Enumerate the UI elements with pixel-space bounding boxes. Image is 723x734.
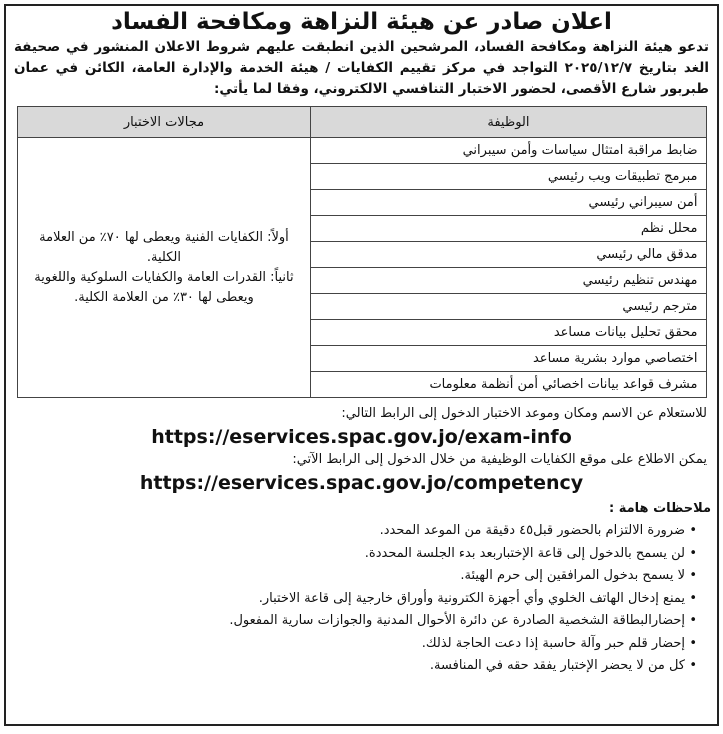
job-cell: محلل نظم [311,216,706,242]
table-header-row [17,107,706,138]
list-item [12,565,697,588]
note-text: يمنع إدخال الهاتف الخلوي وأي أجهزة الكترونية وأوراق خارجية إلى قاعة الاختبار. [258,590,685,606]
test-fields-cell [17,138,311,398]
exam-info-link[interactable]: https://eservices.spac.gov.jo/exam-info [151,426,572,448]
list-item [12,520,697,543]
job-cell: مدقق مالي رئيسي [311,242,706,268]
note-text: كل من لا يحضر الإختبار يفقد حقه في المنافسة. [429,658,685,673]
list-item [12,610,697,633]
test-field-second: ثانياً: القدرات العامة والكفايات السلوكية واللغوية ويعطى لها ٣٠٪ من العلامة الكلية. [34,269,294,305]
fields-column-header: مجالات الاختبار [17,107,311,138]
bullet-icon: • [689,613,697,628]
list-item [12,543,697,566]
note-text: إحضار قلم حبر وآلة حاسبة إذا دعت الحاجة لذلك. [421,635,685,651]
bullet-icon: • [689,568,697,583]
job-cell: مبرمج تطبيقات ويب رئيسي [311,164,706,190]
job-cell: محقق تحليل بيانات مساعد [311,320,706,346]
competency-text: يمكن الاطلاع على موقع الكفايات الوظيفية من خلال الدخول إلى الرابط الآتي: [292,452,707,467]
job-cell: مهندس تنظيم رئيسي [311,268,706,294]
job-column-header: الوظيفة [311,107,706,138]
announcement-page [4,4,719,726]
job-cell: ضابط مراقبة امتثال سياسات وأمن سيبراني [311,138,706,164]
note-text: إحضارالبطاقة الشخصية الصادرة عن دائرة الأحوال المدنية والجوازات سارية المفعول. [229,613,685,628]
bullet-icon: • [689,523,697,538]
test-field-first: أولاً: الكفايات الفنية ويعطى لها ٧٠٪ من العلامة الكلية. [39,229,289,265]
bullet-icon: • [689,545,697,561]
jobs-table [17,106,707,398]
note-text: ضرورة الالتزام بالحضور قبل٤٥ دقيقة من الموعد المحدد. [379,523,685,538]
list-item [12,655,697,678]
bullet-icon: • [689,658,697,673]
notes-title: ملاحظات هامة : [609,501,711,516]
note-text: لن يسمح بالدخول إلى قاعة الإختباربعد بدء الجلسة المحددة. [364,545,685,561]
job-cell: أمن سيبراني رئيسي [311,190,706,216]
bullet-icon: • [689,590,697,606]
announcement-intro: تدعو هيئة النزاهة ومكافحة الفساد، المرشحين الذين انطبقت عليهم شروط الاعلان المنشور في صحيفة الغد بتاريخ ٢٠٢٥/١٢/٧ التواجد في مركز تقييم الكفايات / هيئة الخدمة والإدارة العامة، الكائن في عمان طبربور شارع الأقصى، لحضور الاختبار التنافسي الالكتروني، وفقا لما يأتي: [14,39,709,97]
list-item [12,633,697,656]
table-row [17,138,706,164]
job-cell: مشرف قواعد بيانات اخصائي أمن أنظمة معلومات [311,372,706,398]
announcement-title: اعلان صادر عن هيئة النزاهة ومكافحة الفساد [111,9,612,35]
competency-link[interactable]: https://eservices.spac.gov.jo/competency [139,472,584,494]
bullet-icon: • [689,635,697,651]
job-cell: مترجم رئيسي [311,294,706,320]
inquiry-text: للاستعلام عن الاسم ومكان وموعد الاختبار الدخول إلى الرابط التالي: [341,406,707,421]
notes-list [12,520,711,678]
list-item [12,588,697,611]
job-cell: اختصاصي موارد بشرية مساعد [311,346,706,372]
note-text: لا يسمح بدخول المرافقين إلى حرم الهيئة. [460,568,685,583]
